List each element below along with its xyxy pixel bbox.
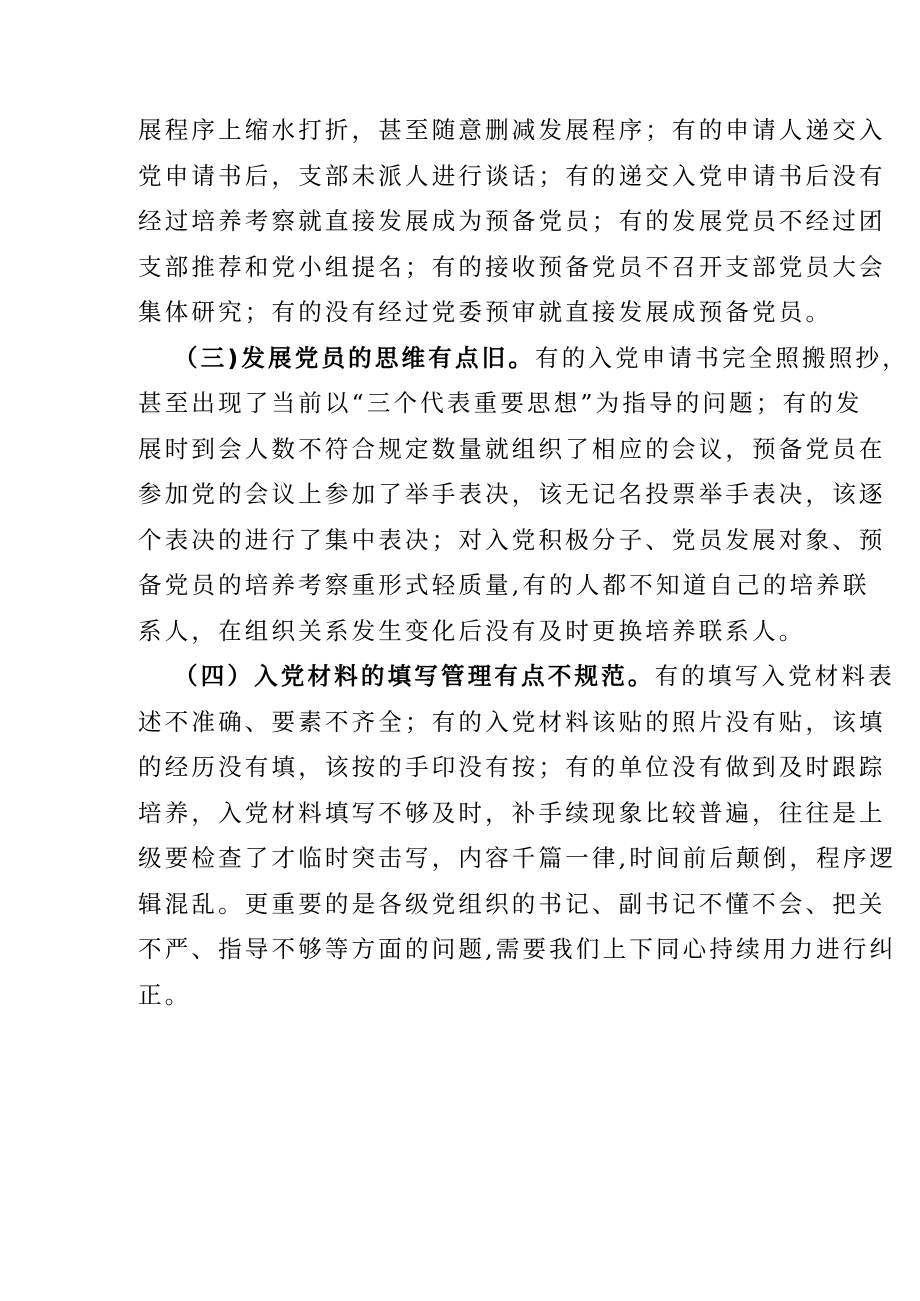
text-line: 级要检查了才临时突击写，内容千篇一律,时间前后颠倒，程序逻 [138, 844, 897, 872]
text-line-first [138, 336, 909, 382]
text-line: 甚至出现了当前以“三个代表重要思想”为指导的问题；有的发 [138, 389, 863, 417]
text-line-first [138, 654, 895, 700]
text-line: 系人，在组织关系发生变化后没有及时更换培养联系人。 [138, 616, 806, 645]
text-line: 述不准确、要素不齐全；有的入党材料该贴的照片没有贴，该填 [138, 707, 886, 736]
text-line: 展时到会人数不符合规定数量就组织了相应的会议，预备党员在 [138, 434, 886, 463]
text-line: 参加党的会议上参加了举手表决，该无记名投票举手表决，该逐 [138, 480, 886, 508]
paragraph-continuation [138, 108, 886, 336]
section-four-heading: （四）入党材料的填写管理有点不规范。 [174, 662, 655, 690]
section-four-text: 有的填写入党材料表 [654, 662, 895, 690]
text-line: 集体研究；有的没有经过党委预审就直接发展成预备党员。 [138, 298, 833, 326]
text-line: 个表决的进行了集中表决；对入党积极分子、党员发展对象、预 [138, 525, 886, 554]
text-line: 经过培养考察就直接发展成为预备党员；有的发展党员不经过团 [138, 207, 886, 235]
text-line: 培养，入党材料填写不够及时，补手续现象比较普遍，往往是上 [138, 798, 886, 827]
section-three-heading: （三)发展党员的思维有点旧。 [174, 343, 536, 372]
text-line: 备党员的培养考察重形式轻质量,有的人都不知道自己的培养联 [138, 571, 870, 599]
text-line: 辑混乱。更重要的是各级党组织的书记、副书记不懂不会、把关 [138, 889, 886, 918]
paragraph-section-three [138, 336, 909, 655]
paragraph-section-four [138, 654, 897, 1018]
text-line: 不严、指导不够等方面的问题,需要我们上下同心持续用力进行纠 [138, 935, 897, 963]
text-line: 正。 [138, 980, 192, 1009]
document-body [138, 108, 909, 1018]
text-line: 的经历没有填，该按的手印没有按；有的单位没有做到及时跟踪 [138, 753, 886, 781]
text-line: 党申请书后，支部未派人进行谈话；有的递交入党申请书后没有 [138, 161, 886, 190]
text-line: 支部推荐和党小组提名；有的接收预备党员不召开支部党员大会 [138, 252, 886, 281]
text-line: 展程序上缩水打折，甚至随意删减发展程序；有的申请人递交入 [138, 116, 886, 144]
section-three-text: 有的入党申请书完全照搬照抄， [535, 343, 909, 372]
